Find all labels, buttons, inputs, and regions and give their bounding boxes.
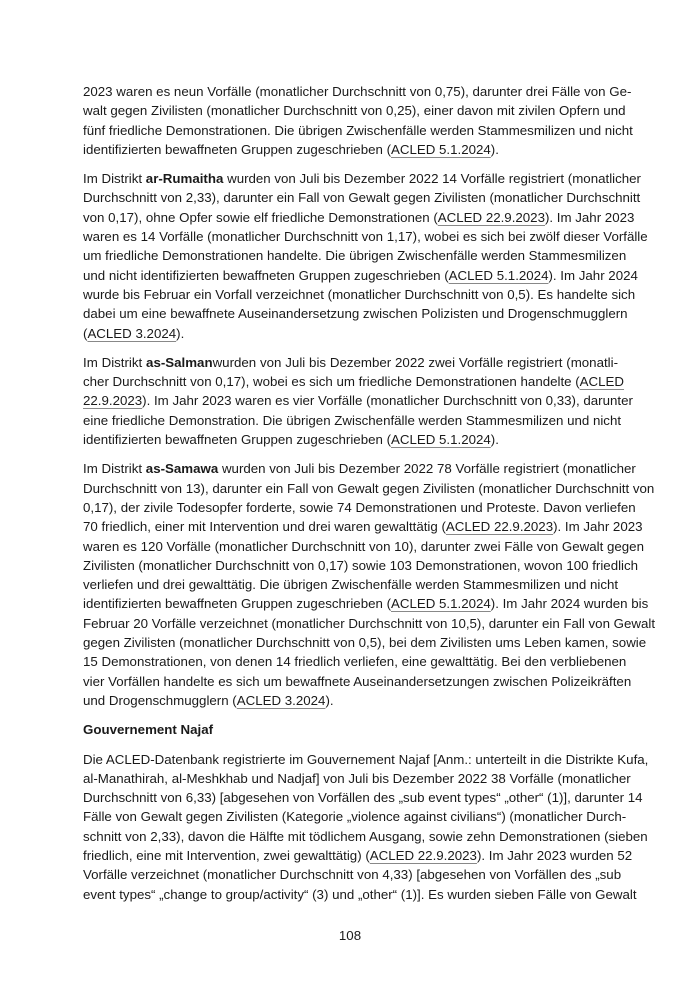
text-span: vier Vorfällen handelte es sich um bewaffnete Auseinandersetzungen zwischen Polizeikräften (83, 673, 632, 689)
citation-link[interactable]: 22.9.2023 (83, 393, 143, 409)
text-line (83, 227, 648, 246)
citation-link[interactable]: ACLED 5.1.2024 (391, 432, 491, 448)
text-span: identifizierten bewaffneten Gruppen zugeschrieben ( (83, 432, 391, 448)
text-span: und Drogenschmugglern ( (83, 692, 237, 708)
text-span: und nicht identifizierten bewaffneten Gruppen zugeschrieben ( (83, 267, 449, 283)
text-line (83, 121, 633, 140)
paragraph (83, 750, 649, 904)
text-line (83, 188, 641, 207)
text-span: ). Im Jahr 2023 wurden 52 (476, 847, 633, 863)
page-number: 108 (338, 928, 362, 943)
bold-district-name: ar-Rumaitha (145, 171, 224, 187)
text-line (83, 353, 618, 372)
text-span: identifizierten bewaffneten Gruppen zugeschrieben ( (83, 141, 391, 157)
text-span: Vorfälle verzeichnet (monatlicher Durchschnitt von 4,33) [abgesehen von Vorfällen des „sub (83, 867, 622, 883)
text-span: ). Im Jahr 2023 waren es vier Vorfälle (monatlicher Durchschnitt von 0,33), darunter (142, 393, 633, 409)
text-line (83, 788, 643, 807)
text-span: waren es 14 Vorfälle (monatlicher Durchschnitt von 1,17), wobei es sich bei zwölf dieser Vorfälle (83, 229, 648, 245)
citation-link[interactable]: ACLED 5.1.2024 (448, 267, 549, 283)
text-span: wurden von Juli bis Dezember 2022 zwei Vorfälle registriert (monatli- (212, 354, 618, 370)
text-line (83, 304, 628, 323)
najaf-paragraph (83, 750, 649, 904)
text-line (83, 208, 635, 227)
text-span: al-Manathirah, al-Meshkhab und Nadjaf] von Juli bis Dezember 2022 38 Vorfälle (monatlicher (83, 770, 631, 786)
text-span: um friedliche Demonstrationen handelte. Die übrigen Zwischenfälle werden Stammesmilizen (83, 248, 627, 264)
text-span: waren es 120 Vorfälle (monatlicher Durchschnitt von 10), darunter zwei Fälle von Gewalt gegen (83, 538, 644, 554)
text-span: Zivilisten (monatlicher Durchschnitt von 0,17) sowie 103 Demonstrationen, wovon 100 friedlich (83, 557, 639, 573)
text-line (83, 750, 649, 769)
text-line (83, 372, 625, 391)
paragraph (83, 459, 656, 710)
text-line (83, 885, 637, 904)
text-span: 0,17), der zivile Todesopfer forderte, sowie 74 Demonstrationen und Proteste. Davon verliefen (83, 499, 636, 515)
paragraphs (83, 82, 656, 710)
text-line (83, 140, 618, 159)
text-span: ). (176, 325, 185, 341)
text-span: 2023 waren es neun Vorfälle (monatlicher Durchschnitt von 0,75), darunter drei Fälle von Ge- (83, 84, 632, 99)
text-span: Durchschnitt von 13), darunter ein Fall von Gewalt gegen Zivilisten (monatlicher Durchschnitt von (83, 480, 655, 496)
text-span: schnitt von 2,33), davon die Hälfte mit tödlichem Ausgang, sowie zehn Demonstrationen (sieben (83, 828, 648, 844)
text-line (83, 324, 618, 343)
text-line (83, 430, 618, 449)
paragraph (83, 82, 633, 159)
text-line (83, 827, 648, 846)
text-span: ). Im Jahr 2023 (544, 209, 635, 225)
text-span: wurden von Juli bis Dezember 2022 78 Vorfälle registriert (monatlicher (218, 461, 636, 477)
document-body (83, 82, 656, 914)
text-span: verliefen und drei gewalttätig. Die übrigen Zwischenfälle werden Stammesmilizen und nicht (83, 577, 619, 593)
citation-link[interactable]: ACLED 5.1.2024 (391, 596, 491, 612)
text-line (83, 594, 649, 613)
text-span: Im Distrikt (83, 461, 146, 477)
citation-link[interactable]: ACLED (579, 374, 625, 390)
paragraph (83, 169, 648, 343)
text-line (83, 672, 632, 691)
text-line (83, 517, 643, 536)
citation-link[interactable]: ACLED 5.1.2024 (391, 141, 491, 157)
text-span: walt gegen Zivilisten (monatlicher Durchschnitt von 0,25), einer davon mit zivilen Opfern und (83, 103, 626, 119)
text-line (83, 169, 641, 188)
text-span: ). (325, 692, 334, 708)
text-span: event types“ „change to group/activity“ (3) und „other“ (1)]. Es wurden sieben Fälle von Gewalt (83, 886, 637, 902)
bold-district-name: as-Salman (146, 354, 213, 370)
text-span: Februar 20 Vorfälle verzeichnet (monatlicher Durchschnitt von 10,5), darunter ein Fall von Gewalt (83, 615, 656, 631)
text-span: ). (490, 432, 499, 448)
text-line (83, 769, 631, 788)
text-span: von 0,17), ohne Opfer sowie elf friedliche Demonstrationen ( (83, 209, 438, 225)
text-span: ). Im Jahr 2023 (553, 519, 643, 535)
text-span: eine friedliche Demonstration. Die übrigen Zwischenfälle werden Stammesmilizen und nicht (83, 412, 622, 428)
text-span: Im Distrikt (83, 171, 146, 187)
text-span: cher Durchschnitt von 0,17), wobei es sich um friedliche Demonstrationen handelte ( (83, 374, 580, 390)
text-span: wurden von Juli bis Dezember 2022 14 Vorfälle registriert (monatlicher (223, 171, 641, 187)
text-span: Im Distrikt (83, 354, 147, 370)
text-span: 70 friedlich, einer mit Intervention und drei waren gewalttätig ( (83, 519, 446, 535)
bold-district-name: as-Samawa (145, 461, 219, 477)
text-line (83, 101, 626, 120)
text-line (83, 807, 627, 826)
text-line (83, 411, 622, 430)
citation-link[interactable]: ACLED 3.2024 (236, 692, 326, 708)
text-span: Durchschnitt von 6,33) [abgesehen von Vorfällen des „sub event types“ „other“ (1)], darunter 14 (83, 790, 643, 806)
text-line (83, 246, 627, 265)
text-span: wurde bis Februar ein Vorfall verzeichnet (monatlicher Durchschnitt von 0,5). Es handelte sich (83, 286, 636, 302)
text-line (83, 633, 647, 652)
text-span: ). Im Jahr 2024 wurden bis (490, 596, 649, 612)
text-line (83, 537, 644, 556)
text-line (83, 846, 633, 865)
text-line (83, 82, 632, 101)
text-span: ). (490, 141, 499, 157)
text-line (83, 266, 638, 285)
text-line (83, 614, 656, 633)
citation-link[interactable]: ACLED 22.9.2023 (369, 847, 477, 863)
text-span: Durchschnitt von 2,33), darunter ein Fall von Gewalt gegen Zivilisten (monatlicher Durchschnitt (83, 190, 641, 206)
text-span: identifizierten bewaffneten Gruppen zugeschrieben ( (83, 596, 391, 612)
text-span: ( (83, 325, 88, 341)
text-span: dabei um eine bewaffnete Auseinandersetzung zwischen Polizisten und Drogenschmugglern (83, 306, 628, 322)
text-line (83, 479, 655, 498)
section-heading: Gouvernement Najaf (83, 722, 214, 738)
citation-link[interactable]: ACLED 3.2024 (87, 325, 177, 341)
text-span: ). Im Jahr 2024 (548, 267, 638, 283)
text-span: Fälle von Gewalt gegen Zivilisten (Kategorie „violence against civilians“) (monatlicher Durch- (83, 809, 627, 825)
text-span: 15 Demonstrationen, von denen 14 friedlich verliefen, eine gewalttätig. Bei den verbliebenen (83, 654, 627, 670)
text-span: friedlich, eine mit Intervention, zwei gewalttätig) ( (83, 847, 370, 863)
text-span: gegen Zivilisten (monatlicher Durchschnitt von 0,5), bei dem Zivilisten ums Leben kamen, sowie (83, 635, 647, 651)
text-line (83, 498, 636, 517)
text-line (83, 865, 622, 884)
text-line (83, 391, 633, 410)
text-line (83, 575, 618, 594)
text-line (83, 691, 618, 710)
text-line (83, 459, 636, 478)
text-line (83, 556, 639, 575)
text-line (83, 285, 636, 304)
text-span: fünf friedliche Demonstrationen. Die übrigen Zwischenfälle werden Stammesmilizen und nicht (83, 122, 633, 138)
paragraph (83, 353, 633, 449)
text-span: Die ACLED-Datenbank registrierte im Gouvernement Najaf [Anm.: unterteilt in die Distrikte Kufa, (83, 751, 649, 767)
text-line (83, 652, 627, 671)
citation-link[interactable]: ACLED 22.9.2023 (445, 519, 554, 535)
citation-link[interactable]: ACLED 22.9.2023 (437, 209, 545, 225)
